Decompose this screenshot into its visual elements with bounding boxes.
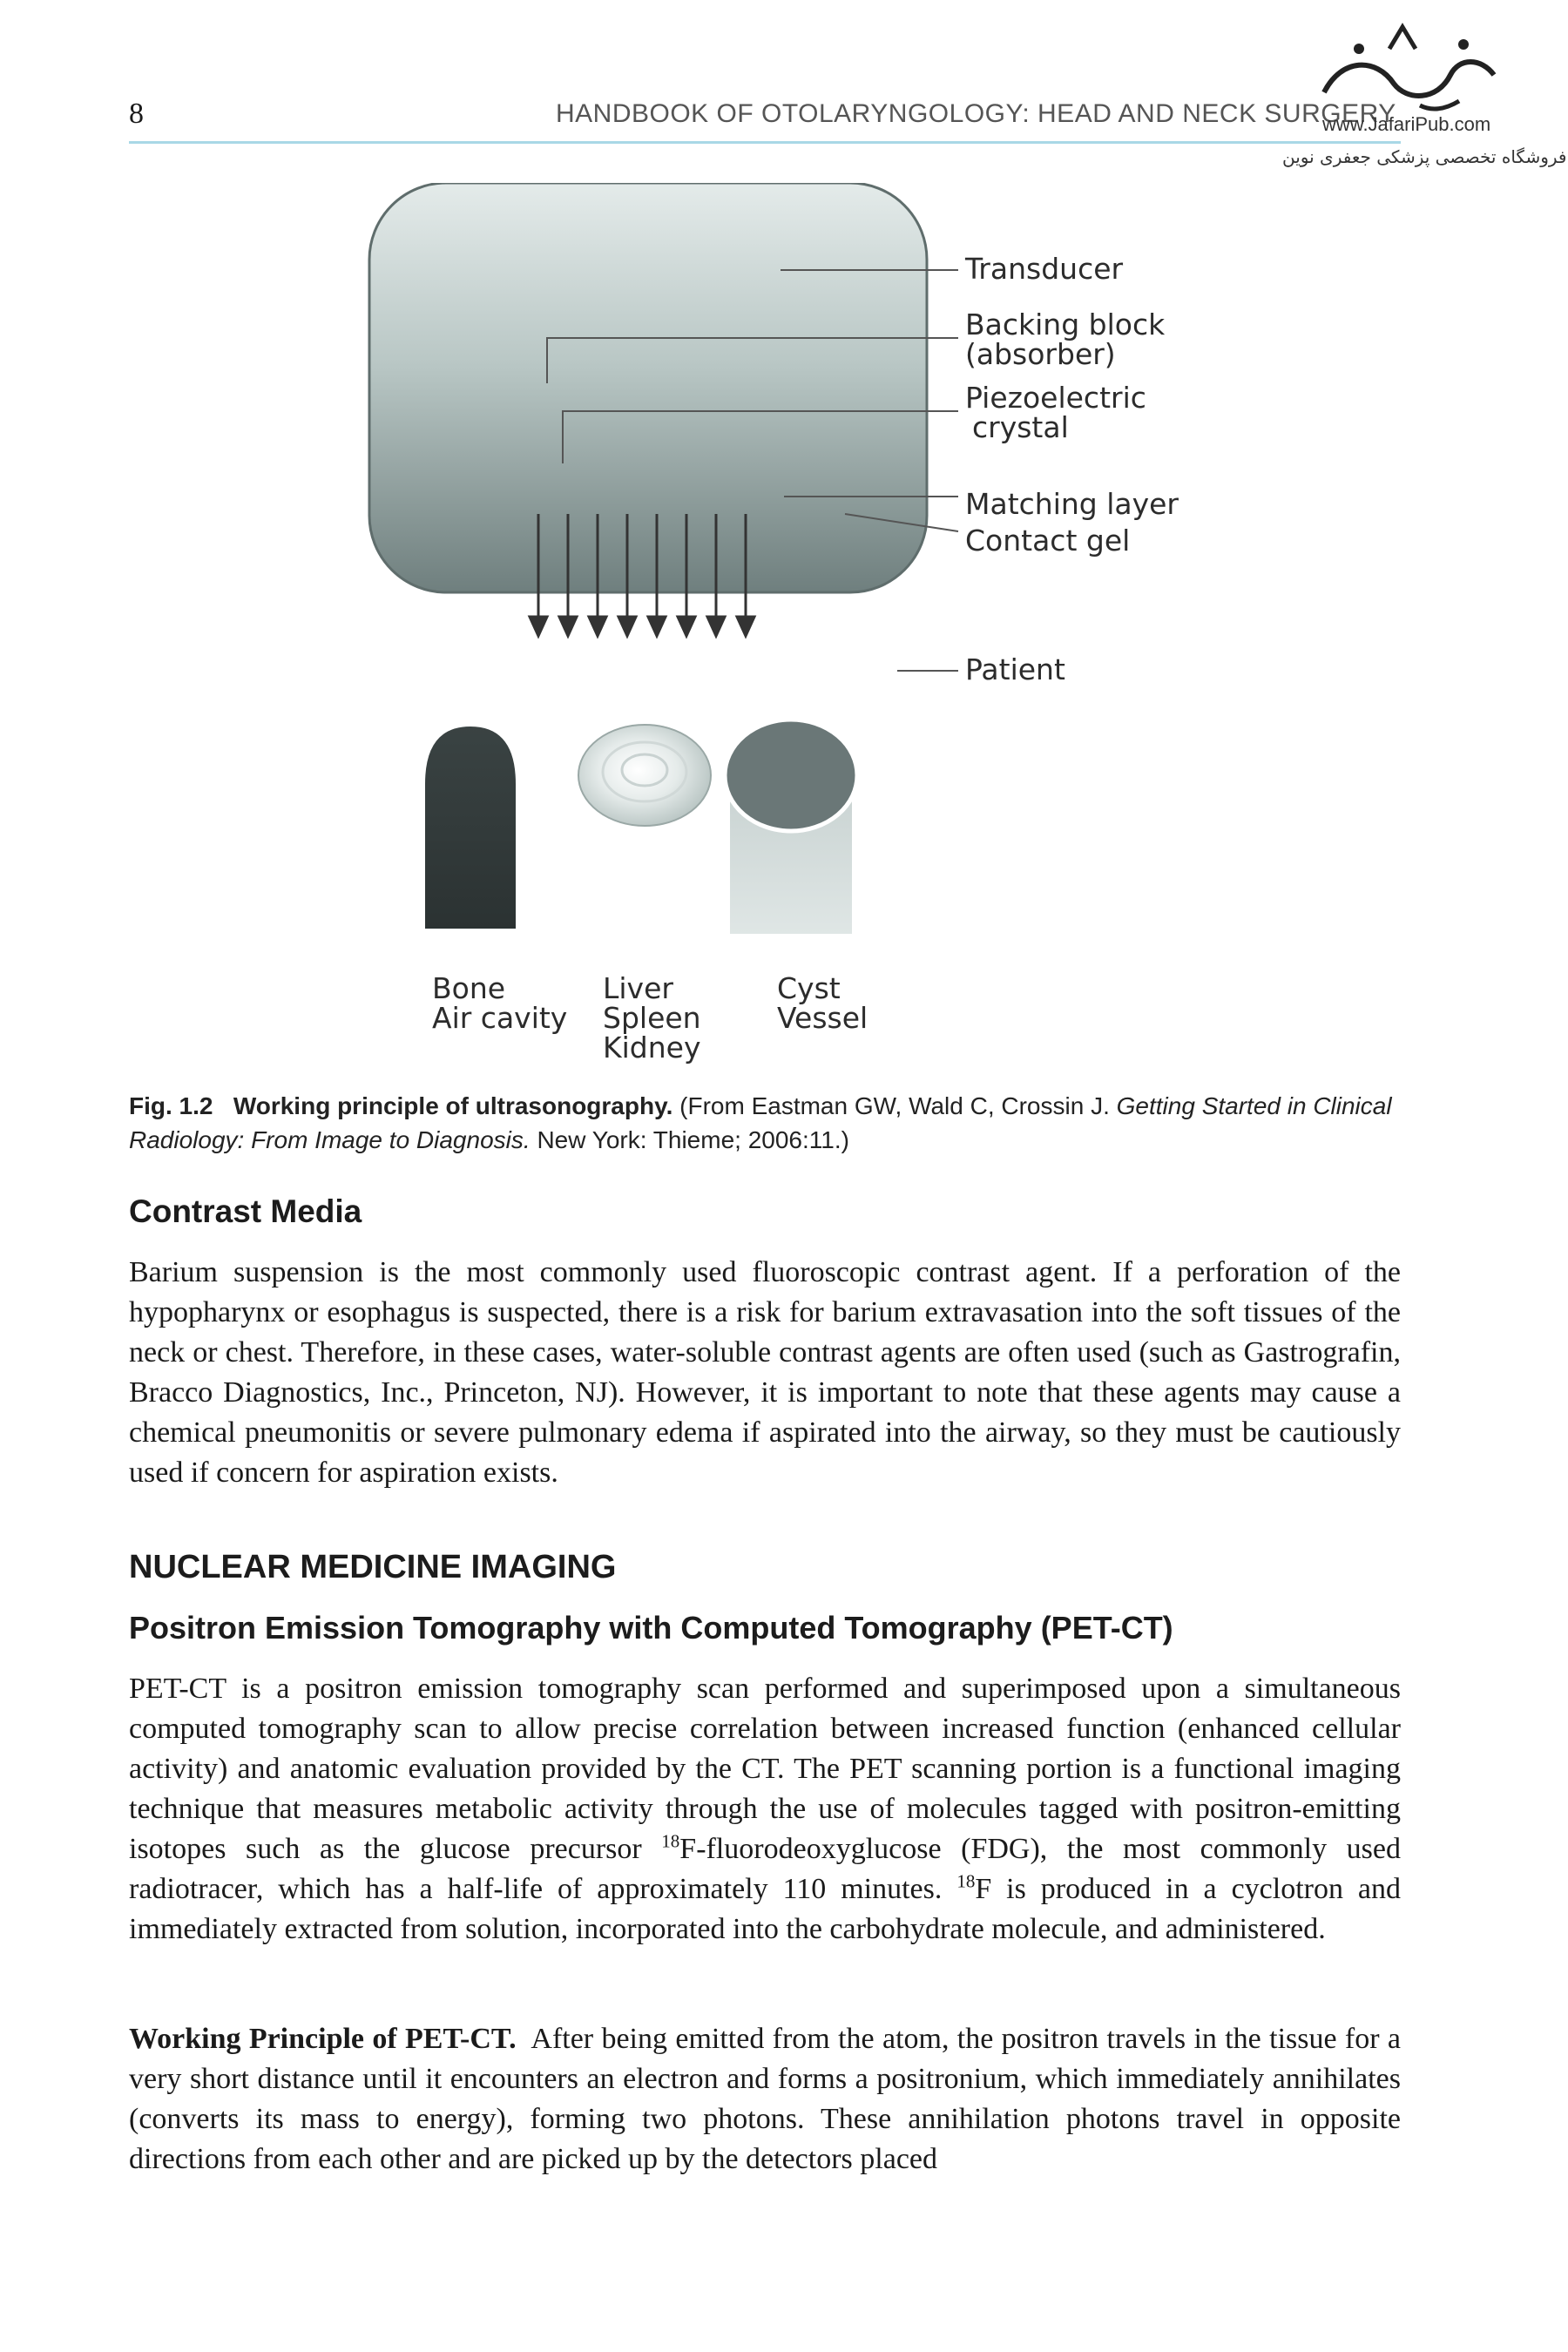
label-contact-gel: Contact gel	[965, 524, 1131, 558]
caption-label: Fig. 1.2	[129, 1092, 213, 1119]
label-backing-block: Backing block	[965, 308, 1166, 341]
superscript-18-b: 18	[956, 1870, 976, 1892]
label-piezoelectric: Piezoelectric	[965, 381, 1146, 415]
paragraph-pet-ct	[129, 1669, 1401, 1950]
caption-publisher: New York: Thieme; 2006:11.)	[537, 1126, 849, 1153]
cyst-structure	[725, 720, 857, 831]
label-vessel: Vessel	[777, 1001, 868, 1035]
page-number: 8	[129, 98, 144, 130]
liver-organ	[578, 725, 711, 826]
watermark-persian-text: فروشگاه تخصصی پزشکی جعفری نوین	[1282, 146, 1567, 167]
heading-contrast-media: Contrast Media	[129, 1193, 362, 1229]
label-air-cavity: Air cavity	[432, 1001, 568, 1035]
ultrasound-diagram	[348, 183, 1220, 1076]
label-backing-block-absorber: (absorber)	[965, 337, 1116, 371]
caption-title: Working principle of ultrasonography.	[233, 1092, 673, 1119]
caption-book-title: Getting Started in Clinical Radiology: From Image to Diagnosis.	[129, 1092, 1392, 1153]
heading-nuclear-medicine: NUCLEAR MEDICINE IMAGING	[129, 1549, 617, 1585]
superscript-18-a: 18	[661, 1830, 680, 1852]
pet-text-2: F-fluorodeoxyglucose (FDG), the most commonly used radiotracer, which has a half-life of approximately 110 minutes.	[129, 1833, 1401, 1905]
label-cyst: Cyst	[777, 971, 841, 1005]
label-liver: Liver	[603, 971, 673, 1005]
working-principle-text: After being emitted from the atom, the positron travels in the tissue for a very short distance until it encounters an electron and forms a positronium, which immediately annihilates (converts its mass to energy), forming two photons. These annihilation photons travel in opposite directions from each other and are picked up by the detectors placed	[129, 2023, 1401, 2175]
bone-structure	[423, 725, 517, 930]
label-patient: Patient	[965, 652, 1065, 686]
running-head: HANDBOOK OF OTOLARYNGOLOGY: HEAD AND NECK SURGERY	[556, 99, 1396, 128]
patient-body	[369, 183, 927, 592]
label-spleen: Spleen	[603, 1001, 701, 1035]
heading-pet-ct: Positron Emission Tomography with Computed Tomography (PET-CT)	[129, 1610, 1173, 1646]
label-matching-layer: Matching layer	[965, 487, 1179, 521]
paragraph-contrast-media: Barium suspension is the most commonly used fluoroscopic contrast agent. If a perforation of the hypopharynx or esophagus is suspected, there is a risk for barium extravasation into the soft tissues of the neck or chest. Therefore, in these cases, water-soluble contrast agents are often used (such as Gastrografin, Bracco Diagnostics, Inc., Princeton, NJ). However, it is important to note that these agents may cause a chemical pneumonitis or severe pulmonary edema if aspirated into the airway, so they must be cautiously used if concern for aspiration exists.	[129, 1256, 1401, 1489]
header-rule	[129, 141, 1401, 144]
pet-text-1: PET-CT is a positron emission tomography scan performed and superimposed upon a simultaneous computed tomography scan to allow precise correlation between increased function (enhanced cellular activity) and anatomic evaluation provided by the CT. The PET scanning portion is a functional imaging technique that measures metabolic activity through the use of molecules tagged with positron-emitting isotopes such as the glucose precursor	[129, 1673, 1401, 1865]
heading-working-principle: Working Principle of PET-CT.	[129, 2023, 517, 2055]
pet-text-3: F is produced in a cyclotron and immediately extracted from solution, incorporated into the carbohydrate molecule, and administered.	[129, 1873, 1401, 1945]
figure-caption	[129, 1089, 1401, 1157]
paragraph-working-principle	[129, 2019, 1401, 2180]
caption-source: (From Eastman GW, Wald C, Crossin J.	[679, 1092, 1110, 1119]
watermark-url: www.JafariPub.com	[1322, 113, 1491, 135]
publisher-logo	[1307, 23, 1516, 123]
label-bone: Bone	[432, 971, 506, 1005]
label-transducer: Transducer	[965, 252, 1124, 286]
label-crystal: crystal	[972, 410, 1069, 444]
label-kidney: Kidney	[603, 1031, 701, 1064]
